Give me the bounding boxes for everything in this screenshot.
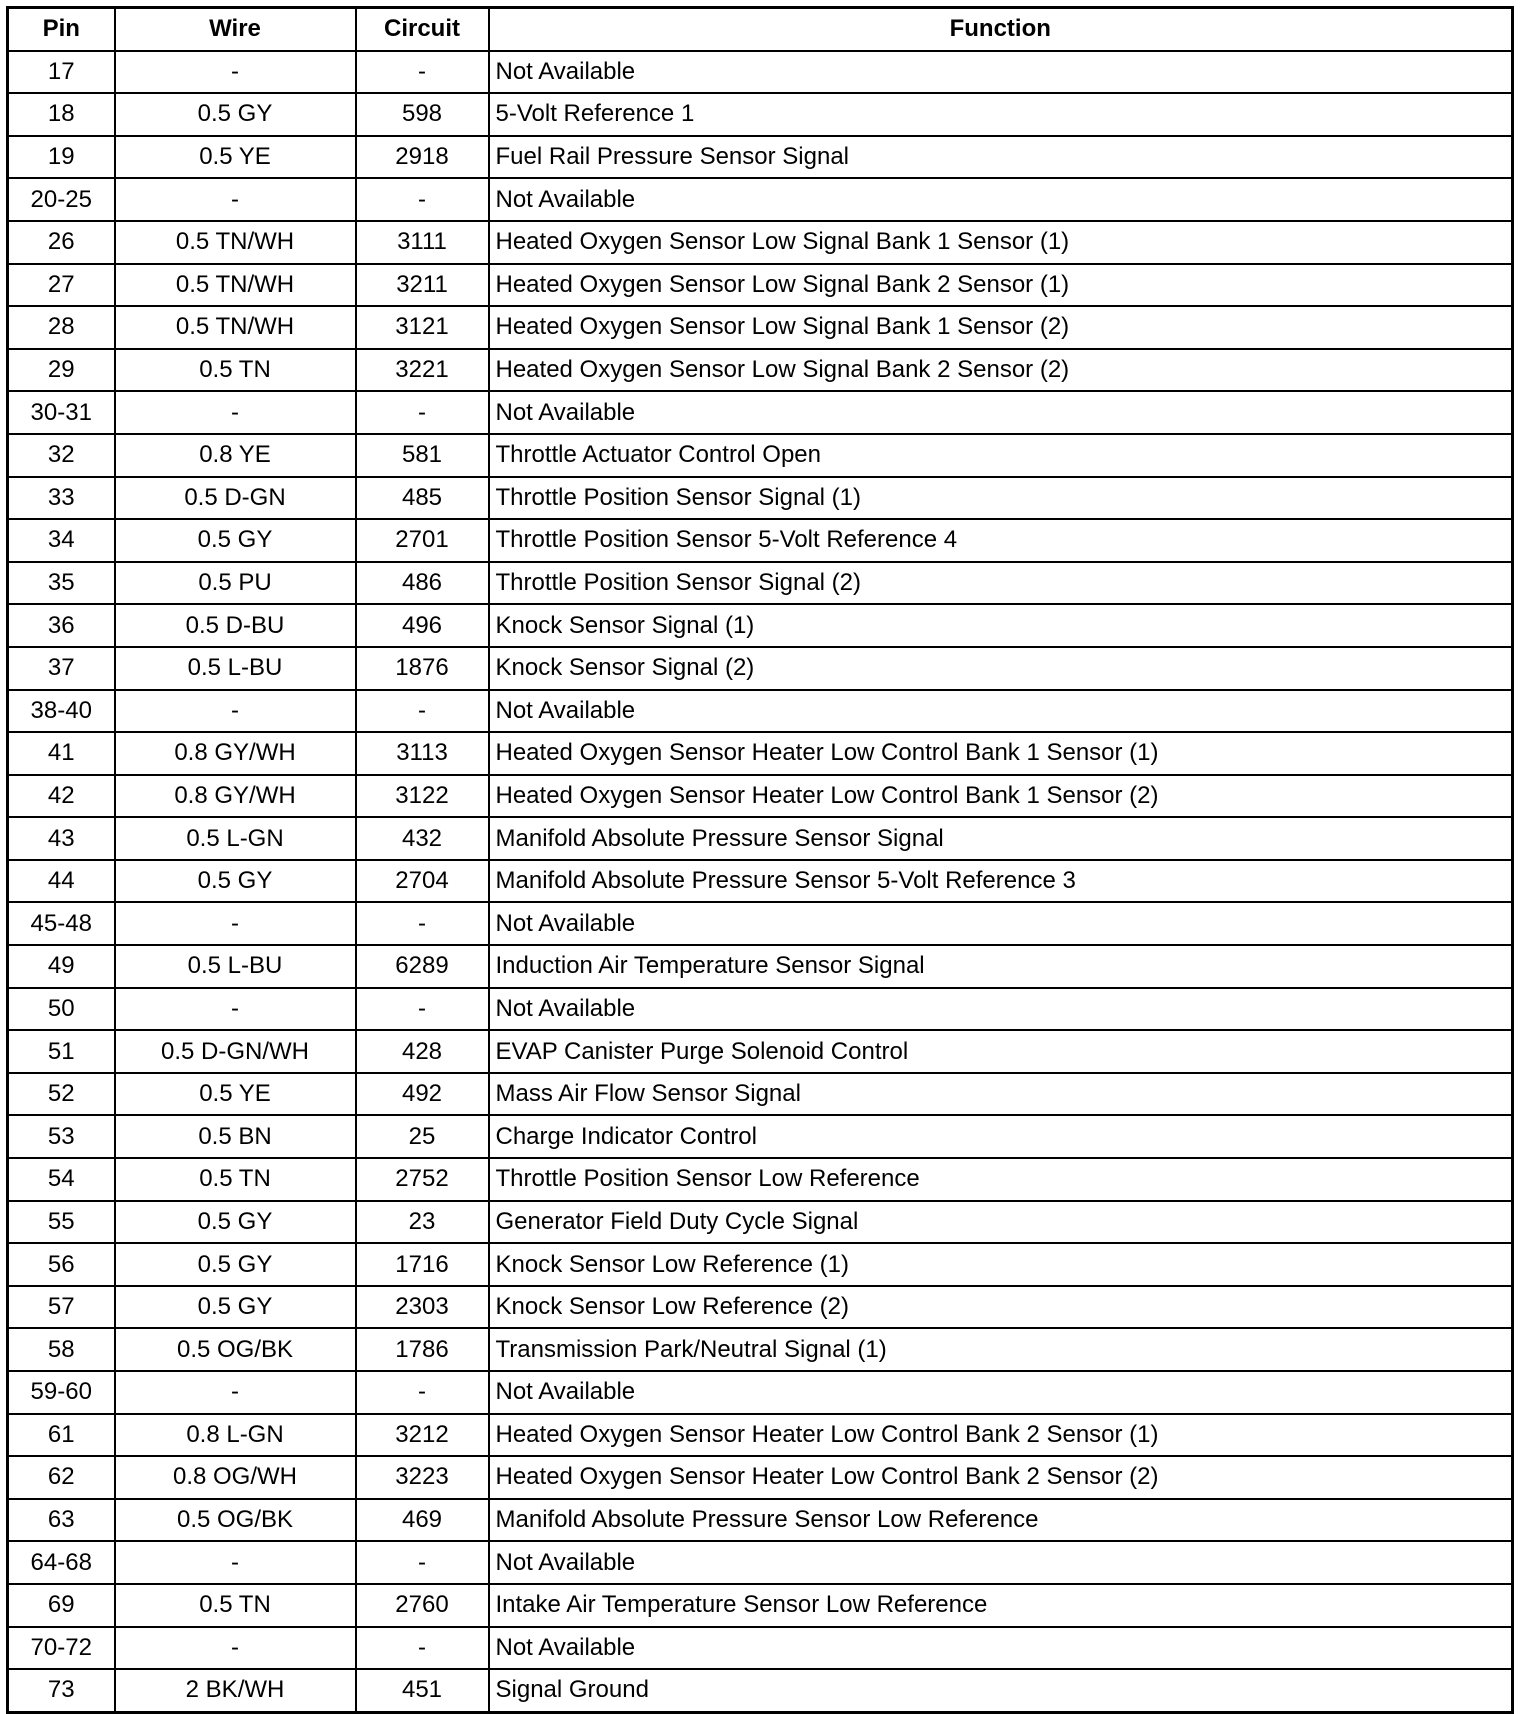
wire-cell: 0.5 GY [115, 1243, 356, 1286]
wire-cell: 0.5 YE [115, 1073, 356, 1116]
circuit-cell: 3113 [356, 732, 489, 775]
wire-cell: 0.5 TN [115, 349, 356, 392]
table-row [8, 1541, 1513, 1584]
pin-cell: 69 [8, 1584, 115, 1627]
pin-cell: 64-68 [8, 1541, 115, 1584]
pin-cell: 18 [8, 93, 115, 136]
function-cell: EVAP Canister Purge Solenoid Control [489, 1030, 1513, 1073]
table-row [8, 1115, 1513, 1158]
table-row [8, 1414, 1513, 1457]
function-cell: Not Available [489, 178, 1513, 221]
circuit-cell: 3221 [356, 349, 489, 392]
pin-cell: 44 [8, 860, 115, 903]
table-row [8, 732, 1513, 775]
table-row [8, 1584, 1513, 1627]
circuit-cell: 2701 [356, 519, 489, 562]
circuit-cell: 451 [356, 1669, 489, 1712]
wire-cell: 0.5 L-BU [115, 945, 356, 988]
pin-cell: 30-31 [8, 391, 115, 434]
table-row [8, 391, 1513, 434]
function-cell: Heated Oxygen Sensor Low Signal Bank 2 Sensor (1) [489, 264, 1513, 307]
connector-pinout-table [6, 6, 1514, 1714]
wire-cell: - [115, 1627, 356, 1670]
pin-cell: 17 [8, 51, 115, 94]
function-cell: Throttle Position Sensor Signal (1) [489, 477, 1513, 520]
table-row [8, 1286, 1513, 1329]
function-cell: Manifold Absolute Pressure Sensor Signal [489, 817, 1513, 860]
circuit-cell: 496 [356, 604, 489, 647]
function-cell: Mass Air Flow Sensor Signal [489, 1073, 1513, 1116]
table-row [8, 860, 1513, 903]
circuit-cell: - [356, 391, 489, 434]
function-cell: Charge Indicator Control [489, 1115, 1513, 1158]
function-cell: Fuel Rail Pressure Sensor Signal [489, 136, 1513, 179]
wire-cell: 0.5 L-GN [115, 817, 356, 860]
pin-cell: 20-25 [8, 178, 115, 221]
wire-cell: 0.5 PU [115, 562, 356, 605]
wire-cell: 0.5 L-BU [115, 647, 356, 690]
wire-cell: 0.5 D-GN [115, 477, 356, 520]
table-row [8, 477, 1513, 520]
wire-cell: 0.5 BN [115, 1115, 356, 1158]
wire-cell: 0.5 TN/WH [115, 264, 356, 307]
function-cell: Generator Field Duty Cycle Signal [489, 1201, 1513, 1244]
circuit-cell: - [356, 902, 489, 945]
circuit-cell: 432 [356, 817, 489, 860]
pin-cell: 51 [8, 1030, 115, 1073]
wire-cell: 0.5 D-GN/WH [115, 1030, 356, 1073]
table-row [8, 775, 1513, 818]
header-wire: Wire [115, 8, 356, 51]
pin-cell: 56 [8, 1243, 115, 1286]
wire-cell: - [115, 391, 356, 434]
table-row [8, 434, 1513, 477]
pin-cell: 19 [8, 136, 115, 179]
header-function: Function [489, 8, 1513, 51]
function-cell: Not Available [489, 1627, 1513, 1670]
circuit-cell: 3223 [356, 1456, 489, 1499]
function-cell: Knock Sensor Low Reference (2) [489, 1286, 1513, 1329]
wire-cell: 0.5 TN/WH [115, 221, 356, 264]
wire-cell: 0.5 TN/WH [115, 306, 356, 349]
header-circuit: Circuit [356, 8, 489, 51]
function-cell: Not Available [489, 51, 1513, 94]
header-row [8, 8, 1513, 51]
pin-cell: 45-48 [8, 902, 115, 945]
wire-cell: - [115, 178, 356, 221]
function-cell: Heated Oxygen Sensor Low Signal Bank 1 Sensor (2) [489, 306, 1513, 349]
wire-cell: - [115, 1371, 356, 1414]
table-row [8, 1073, 1513, 1116]
pin-cell: 62 [8, 1456, 115, 1499]
circuit-cell: 23 [356, 1201, 489, 1244]
wire-cell: - [115, 1541, 356, 1584]
wire-cell: 0.8 GY/WH [115, 732, 356, 775]
function-cell: Not Available [489, 690, 1513, 733]
table-row [8, 945, 1513, 988]
wire-cell: 0.5 TN [115, 1158, 356, 1201]
pin-cell: 55 [8, 1201, 115, 1244]
wire-cell: 0.8 GY/WH [115, 775, 356, 818]
table-row [8, 1627, 1513, 1670]
pin-cell: 61 [8, 1414, 115, 1457]
pin-cell: 50 [8, 988, 115, 1031]
circuit-cell: 2704 [356, 860, 489, 903]
function-cell: Knock Sensor Signal (2) [489, 647, 1513, 690]
function-cell: Throttle Position Sensor Low Reference [489, 1158, 1513, 1201]
circuit-cell: 469 [356, 1499, 489, 1542]
table-row [8, 562, 1513, 605]
function-cell: Not Available [489, 902, 1513, 945]
function-cell: Not Available [489, 1541, 1513, 1584]
header-pin: Pin [8, 8, 115, 51]
table-body [8, 51, 1513, 1713]
pin-cell: 70-72 [8, 1627, 115, 1670]
circuit-cell: 1786 [356, 1328, 489, 1371]
function-cell: Signal Ground [489, 1669, 1513, 1712]
circuit-cell: 2303 [356, 1286, 489, 1329]
function-cell: Throttle Actuator Control Open [489, 434, 1513, 477]
table-row [8, 902, 1513, 945]
function-cell: Not Available [489, 988, 1513, 1031]
table-row [8, 51, 1513, 94]
circuit-cell: 492 [356, 1073, 489, 1116]
table-row [8, 817, 1513, 860]
circuit-cell: - [356, 1541, 489, 1584]
wire-cell: 0.5 GY [115, 1201, 356, 1244]
pin-cell: 34 [8, 519, 115, 562]
pin-cell: 32 [8, 434, 115, 477]
wire-cell: 0.5 OG/BK [115, 1328, 356, 1371]
function-cell: Induction Air Temperature Sensor Signal [489, 945, 1513, 988]
pin-cell: 27 [8, 264, 115, 307]
circuit-cell: 428 [356, 1030, 489, 1073]
table-row [8, 1158, 1513, 1201]
circuit-cell: - [356, 1627, 489, 1670]
wire-cell: 0.8 YE [115, 434, 356, 477]
circuit-cell: - [356, 51, 489, 94]
wire-cell: - [115, 51, 356, 94]
circuit-cell: 2760 [356, 1584, 489, 1627]
circuit-cell: 1716 [356, 1243, 489, 1286]
pin-cell: 52 [8, 1073, 115, 1116]
wire-cell: 0.5 D-BU [115, 604, 356, 647]
table-row [8, 1328, 1513, 1371]
circuit-cell: 2918 [356, 136, 489, 179]
pin-cell: 33 [8, 477, 115, 520]
function-cell: Not Available [489, 391, 1513, 434]
table-row [8, 1669, 1513, 1712]
pin-cell: 35 [8, 562, 115, 605]
function-cell: Throttle Position Sensor 5-Volt Reference 4 [489, 519, 1513, 562]
table-row [8, 988, 1513, 1031]
wire-cell: - [115, 988, 356, 1031]
function-cell: Not Available [489, 1371, 1513, 1414]
function-cell: Transmission Park/Neutral Signal (1) [489, 1328, 1513, 1371]
pin-cell: 37 [8, 647, 115, 690]
table-row [8, 1030, 1513, 1073]
wire-cell: 0.8 L-GN [115, 1414, 356, 1457]
table-header [8, 8, 1513, 51]
table-row [8, 264, 1513, 307]
table-row [8, 1201, 1513, 1244]
circuit-cell: 485 [356, 477, 489, 520]
pin-cell: 38-40 [8, 690, 115, 733]
function-cell: Heated Oxygen Sensor Heater Low Control Bank 1 Sensor (2) [489, 775, 1513, 818]
wire-cell: 2 BK/WH [115, 1669, 356, 1712]
pin-cell: 26 [8, 221, 115, 264]
function-cell: Knock Sensor Low Reference (1) [489, 1243, 1513, 1286]
table-row [8, 178, 1513, 221]
wire-cell: 0.5 YE [115, 136, 356, 179]
pin-cell: 57 [8, 1286, 115, 1329]
pin-cell: 41 [8, 732, 115, 775]
wire-cell: - [115, 690, 356, 733]
table-row [8, 1499, 1513, 1542]
table-row [8, 306, 1513, 349]
wire-cell: 0.5 GY [115, 1286, 356, 1329]
function-cell: Heated Oxygen Sensor Heater Low Control Bank 1 Sensor (1) [489, 732, 1513, 775]
pin-cell: 53 [8, 1115, 115, 1158]
pin-cell: 42 [8, 775, 115, 818]
table-row [8, 221, 1513, 264]
table-row [8, 1456, 1513, 1499]
circuit-cell: 3111 [356, 221, 489, 264]
wire-cell: 0.8 OG/WH [115, 1456, 356, 1499]
wire-cell: 0.5 GY [115, 860, 356, 903]
circuit-cell: - [356, 988, 489, 1031]
pin-cell: 58 [8, 1328, 115, 1371]
pin-cell: 43 [8, 817, 115, 860]
circuit-cell: - [356, 690, 489, 733]
circuit-cell: 3121 [356, 306, 489, 349]
table-row [8, 1371, 1513, 1414]
wire-cell: 0.5 GY [115, 93, 356, 136]
pin-cell: 54 [8, 1158, 115, 1201]
wire-cell: 0.5 TN [115, 1584, 356, 1627]
circuit-cell: 581 [356, 434, 489, 477]
circuit-cell: 3211 [356, 264, 489, 307]
table-row [8, 647, 1513, 690]
function-cell: Manifold Absolute Pressure Sensor 5-Volt Reference 3 [489, 860, 1513, 903]
wire-cell: 0.5 GY [115, 519, 356, 562]
table-row [8, 604, 1513, 647]
function-cell: 5-Volt Reference 1 [489, 93, 1513, 136]
wire-cell: - [115, 902, 356, 945]
function-cell: Heated Oxygen Sensor Low Signal Bank 2 Sensor (2) [489, 349, 1513, 392]
circuit-cell: - [356, 1371, 489, 1414]
circuit-cell: 6289 [356, 945, 489, 988]
circuit-cell: 3122 [356, 775, 489, 818]
table-row [8, 93, 1513, 136]
circuit-cell: 598 [356, 93, 489, 136]
circuit-cell: 486 [356, 562, 489, 605]
function-cell: Heated Oxygen Sensor Heater Low Control Bank 2 Sensor (2) [489, 1456, 1513, 1499]
function-cell: Heated Oxygen Sensor Heater Low Control Bank 2 Sensor (1) [489, 1414, 1513, 1457]
circuit-cell: 3212 [356, 1414, 489, 1457]
table-row [8, 519, 1513, 562]
table-row [8, 136, 1513, 179]
circuit-cell: - [356, 178, 489, 221]
function-cell: Manifold Absolute Pressure Sensor Low Reference [489, 1499, 1513, 1542]
pin-cell: 28 [8, 306, 115, 349]
table-row [8, 1243, 1513, 1286]
function-cell: Knock Sensor Signal (1) [489, 604, 1513, 647]
circuit-cell: 25 [356, 1115, 489, 1158]
pin-cell: 36 [8, 604, 115, 647]
pin-cell: 29 [8, 349, 115, 392]
function-cell: Heated Oxygen Sensor Low Signal Bank 1 Sensor (1) [489, 221, 1513, 264]
pin-cell: 73 [8, 1669, 115, 1712]
wire-cell: 0.5 OG/BK [115, 1499, 356, 1542]
table-row [8, 349, 1513, 392]
pin-cell: 59-60 [8, 1371, 115, 1414]
function-cell: Intake Air Temperature Sensor Low Reference [489, 1584, 1513, 1627]
pin-cell: 63 [8, 1499, 115, 1542]
circuit-cell: 1876 [356, 647, 489, 690]
table-row [8, 690, 1513, 733]
circuit-cell: 2752 [356, 1158, 489, 1201]
pin-cell: 49 [8, 945, 115, 988]
function-cell: Throttle Position Sensor Signal (2) [489, 562, 1513, 605]
